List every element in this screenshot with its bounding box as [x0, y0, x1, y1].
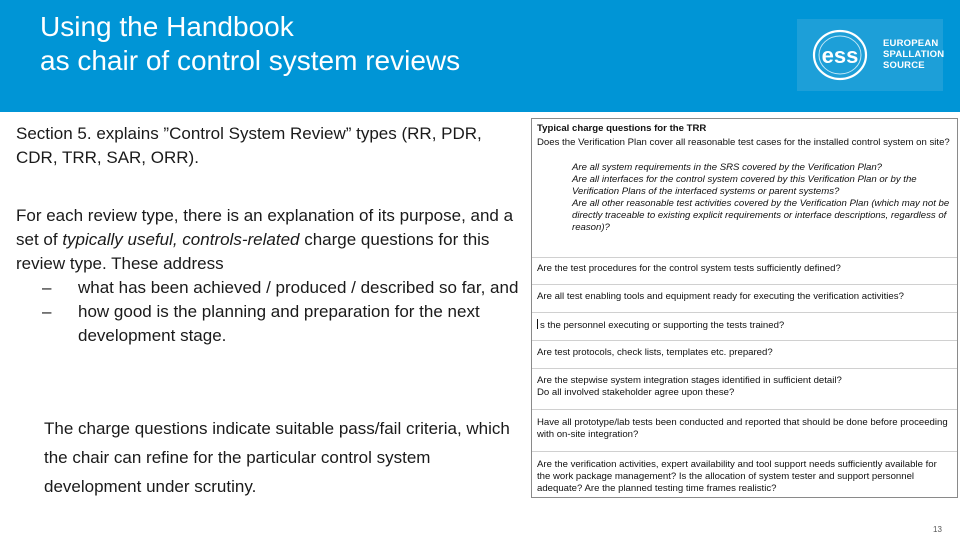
divider	[532, 451, 957, 452]
paragraph-review-types: Section 5. explains ”Control System Review” types (RR, PDR, CDR, TRR, SAR, ORR).	[16, 124, 482, 167]
bullet-text: what has been achieved / produced / described so far, and	[78, 278, 519, 297]
charge-question: Are the test procedures for the control system tests sufficiently defined?	[537, 263, 841, 274]
logo-wordmark	[883, 38, 944, 71]
title-bar	[0, 0, 960, 112]
page-number: 13	[933, 525, 942, 534]
charge-question: Are the stepwise system integration stages identified in sufficient detail?	[537, 375, 842, 386]
paragraph-2-end: charge questions for this review type. These address	[16, 230, 490, 273]
divider	[532, 409, 957, 410]
logo-mark-text: ess	[821, 43, 859, 68]
title-line-2: as chair of control system reviews	[40, 45, 461, 76]
bullet-item	[16, 276, 524, 300]
charge-question: Are the verification activities, expert availability and tool support needs sufficiently available for the work package management? Is the allocation of system tester and support personnel adequate? Are the planned testing time frames realistic?	[537, 459, 937, 494]
charge-questions-panel	[531, 118, 958, 498]
title-line-1: Using the Handbook	[40, 11, 294, 42]
charge-subquestion: Are all system requirements in the SRS covered by the Verification Plan?	[572, 162, 882, 173]
divider	[532, 368, 957, 369]
logo-line-1: EUROPEAN	[883, 38, 939, 49]
charge-question: Does the Verification Plan cover all reasonable test cases for the installed control system on site?	[537, 137, 950, 148]
divider	[532, 340, 957, 341]
divider	[532, 284, 957, 285]
bullet-item	[16, 300, 524, 348]
panel-heading: Typical charge questions for the TRR	[537, 123, 707, 134]
charge-question: Are test protocols, check lists, templates etc. prepared?	[537, 347, 773, 358]
charge-question	[537, 319, 952, 332]
charge-question: Have all prototype/lab tests been conducted and reported that should be done before proceeding with on-site integration?	[537, 417, 948, 440]
logo-line-2: SPALLATION	[883, 49, 945, 60]
paragraph-2-start: For each review type, there is an explanation of its purpose, and a set of	[16, 206, 514, 249]
bullet-dash: –	[42, 302, 52, 321]
logo-line-3: SOURCE	[883, 60, 925, 71]
charge-subquestion: Are all other reasonable test activities covered by the Verification Plan (which may not be directly traceable to existing explicit requirements or interface descriptions, regardless of reason)?	[572, 198, 950, 233]
ess-logo	[797, 19, 943, 91]
charge-question-text: s the personnel executing or supporting the tests trained?	[540, 320, 785, 331]
bullet-text: how good is the planning and preparation for the next development stage.	[78, 302, 480, 345]
paragraph-charge-questions	[16, 204, 524, 348]
page-title	[40, 10, 460, 78]
divider	[532, 312, 957, 313]
charge-subquestion: Are all interfaces for the control system covered by this Verification Plan or by the Verification Plans of the interfaced systems or parent systems?	[572, 174, 917, 197]
charge-question: Do all involved stakeholder agree upon these?	[537, 387, 735, 398]
paragraph-pass-fail: The charge questions indicate suitable pass/fail criteria, which the chair can refine for the particular control system development under scrutiny.	[44, 419, 510, 496]
text-cursor-icon	[537, 319, 538, 329]
paragraph-2-emphasis: typically useful, controls-related	[62, 230, 300, 249]
bullet-dash: –	[42, 278, 52, 297]
divider	[532, 257, 957, 258]
charge-question: Are all test enabling tools and equipment ready for executing the verification activities?	[537, 291, 904, 302]
ess-logo-mark-icon	[811, 26, 869, 84]
